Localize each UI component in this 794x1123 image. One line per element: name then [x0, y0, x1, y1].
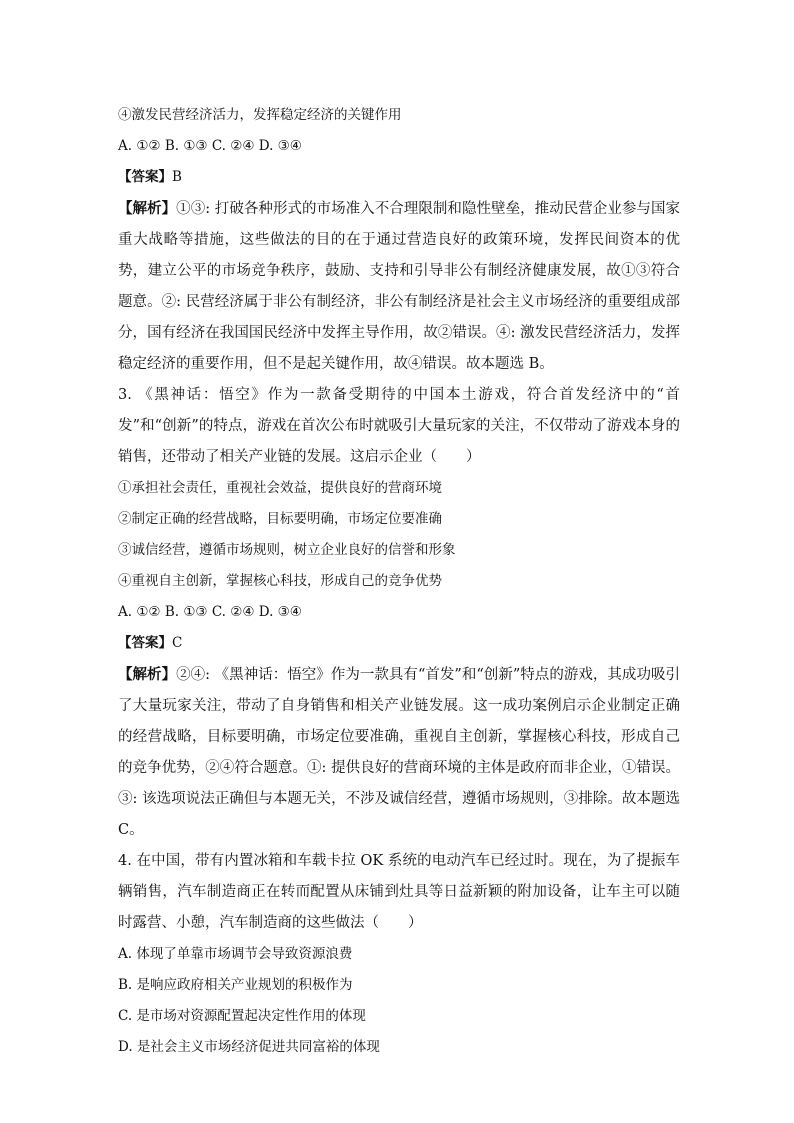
analysis-label: 【解析】 [118, 200, 177, 217]
answer-label: 【答案】 [118, 635, 172, 651]
analysis-text: ②④: 《黑神话：悟空》作为一款具有“首发”和“创新”特点的游戏，其成功吸引了大量玩家关注，带动了自身销售和相关产业链发展。这一成功案例启示企业制定正确的经营战略，目标要明确，市场定位要准确，重视自主创新，掌握核心科技，形成自己的竞争优势，②④符合题意。①: 提供良好的营商环境的主体是政府而非企业，①错误。③: 该选项说法正确但与本题无关，不涉及诚信经营，遵循市场规则，③排除。故本题选 C。 [118, 667, 680, 838]
q4-stem: 4. 在中国，带有内置冰箱和车载卡拉 OK 系统的电动汽车已经过时。现在，为了提振车辆销售，汽车制造商正在转而配置从床铺到灶具等日益新颖的附加设备，让车主可以随时露营、小憩，汽车制造商的这些做法（ ） [118, 853, 680, 931]
q3-option-1: ①承担社会责任，重视社会效益，提供良好的营商环境 [118, 480, 442, 496]
analysis-text: ①③: 打破各种形式的市场准入不合理限制和隐性壁垒，推动民营企业参与国家重大战略等措施，这些做法的目的在于通过营造良好的政策环境，发挥民间资本的优势，建立公平的市场竞争秩序，鼓励、支持和引导非公有制经济健康发展，故①③符合题意。②: 民营经济属于非公有制经济，非公有制经济是社会主义市场经济的重要组成部分，国有经济在我国国民经济中发挥主导作用，故②错误。④: 激发民营经济活力，发挥稳定经济的重要作用，但不是起关键作用，故④错误。故本题选 B。 [118, 201, 681, 372]
q3-analysis [118, 659, 680, 846]
q3-stem: 3. 《黑神话：悟空》作为一款备受期待的中国本土游戏，符合首发经济中的“首发”和“创新”的特点，游戏在首次公布时就吸引大量玩家的关注，不仅带动了游戏本身的销售，还带动了相关产业链的发展。这启示企业（ ） [118, 387, 680, 465]
answer-value: C [172, 635, 183, 651]
q2-answer [118, 162, 680, 193]
q3-option-4: ④重视自主创新，掌握核心科技，形成自己的竞争优势 [118, 573, 442, 589]
q3-choices: A. ①② B. ①③ C. ②④ D. ③④ [118, 604, 302, 620]
document-content [118, 100, 680, 1063]
q2-option-4: ④激发民营经济活力，发挥稳定经济的关键作用 [118, 107, 402, 123]
q4-option-d: D. 是社会主义市场经济促进共同富裕的体现 [118, 1039, 380, 1055]
q2-choices: A. ①② B. ①③ C. ②④ D. ③④ [118, 138, 302, 154]
q3-option-3: ③诚信经营，遵循市场规则，树立企业良好的信誉和形象 [118, 542, 456, 558]
q2-analysis [118, 193, 680, 380]
q4-option-a: A. 体现了单靠市场调节会导致资源浪费 [118, 946, 353, 962]
q4-option-c: C. 是市场对资源配置起决定性作用的体现 [118, 1008, 366, 1024]
q3-option-2: ②制定正确的经营战略，目标要明确，市场定位要准确 [118, 511, 442, 527]
answer-value: B [172, 169, 182, 185]
answer-label: 【答案】 [118, 169, 172, 185]
q4-option-b: B. 是响应政府相关产业规划的积极作为 [118, 977, 353, 993]
analysis-label: 【解析】 [118, 666, 177, 683]
q3-answer [118, 628, 680, 659]
